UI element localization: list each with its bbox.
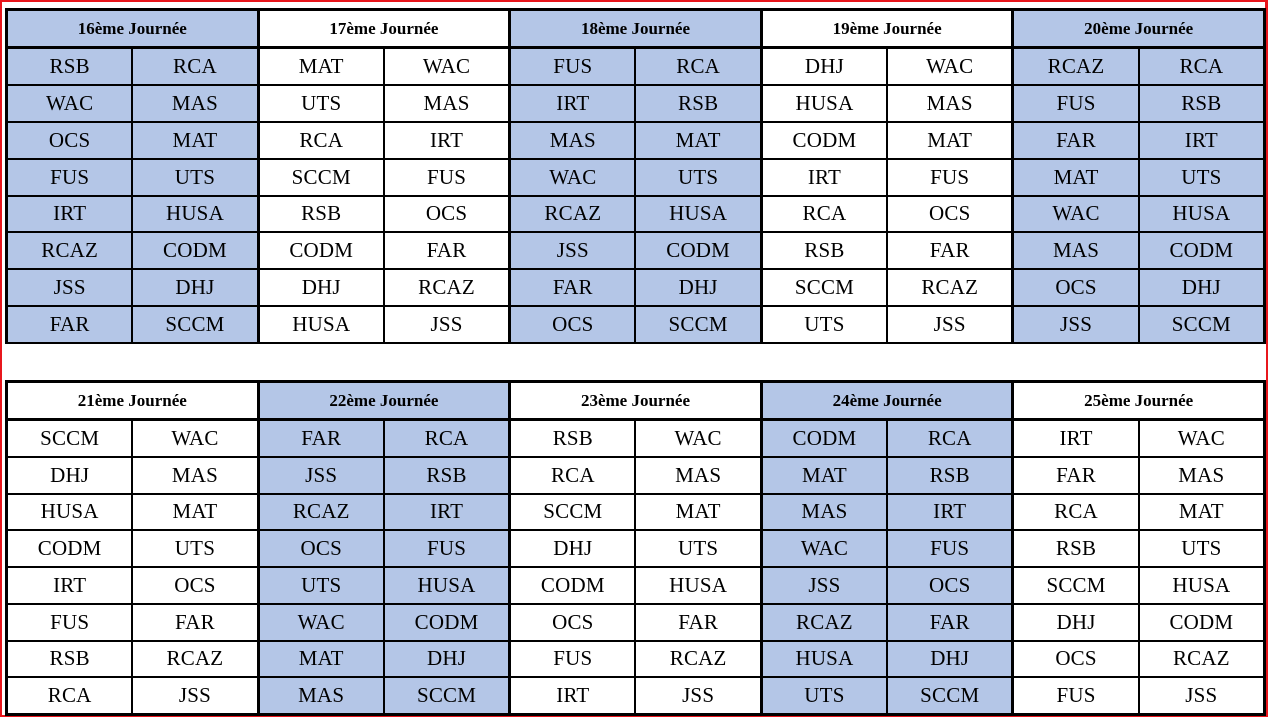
away-team: UTS: [1140, 531, 1263, 566]
journee-table: [1014, 11, 1263, 342]
away-team: JSS: [1140, 678, 1263, 713]
away-team: CODM: [133, 233, 256, 268]
journee-table: [260, 383, 509, 713]
away-team: CODM: [636, 233, 759, 268]
home-team: FAR: [1014, 458, 1137, 493]
away-team: JSS: [133, 678, 256, 713]
home-team: RCA: [260, 123, 383, 158]
away-team: FAR: [385, 233, 508, 268]
away-team: MAT: [133, 123, 256, 158]
home-team: SCCM: [763, 270, 886, 305]
away-team: HUSA: [636, 197, 759, 232]
away-team: DHJ: [636, 270, 759, 305]
away-team: SCCM: [888, 678, 1011, 713]
away-team: FUS: [385, 160, 508, 195]
home-team: HUSA: [763, 86, 886, 121]
home-team: IRT: [8, 197, 131, 232]
away-team: MAS: [1140, 458, 1263, 493]
journee-table: [511, 11, 760, 342]
home-team: RSB: [763, 233, 886, 268]
home-team: MAT: [763, 458, 886, 493]
home-team: JSS: [763, 568, 886, 603]
home-team: WAC: [1014, 197, 1137, 232]
home-team: MAS: [763, 495, 886, 530]
journee-title: 18ème Journée: [511, 11, 760, 47]
away-team: UTS: [636, 160, 759, 195]
away-team: SCCM: [636, 307, 759, 342]
away-team: MAT: [1140, 495, 1263, 530]
away-team: MAS: [636, 458, 759, 493]
away-team: RSB: [888, 458, 1011, 493]
away-team: RCAZ: [636, 642, 759, 677]
away-team: FAR: [888, 233, 1011, 268]
away-team: UTS: [1140, 160, 1263, 195]
away-team: MAT: [888, 123, 1011, 158]
away-team: FAR: [888, 605, 1011, 640]
away-team: OCS: [385, 197, 508, 232]
journee-table: [763, 11, 1012, 342]
away-team: WAC: [888, 49, 1011, 84]
away-team: IRT: [1140, 123, 1263, 158]
journee-title: 24ème Journée: [763, 383, 1012, 419]
away-team: FAR: [636, 605, 759, 640]
home-team: RSB: [260, 197, 383, 232]
away-team: FUS: [385, 531, 508, 566]
home-team: OCS: [511, 307, 634, 342]
away-team: RSB: [1140, 86, 1263, 121]
home-team: JSS: [260, 458, 383, 493]
home-team: OCS: [1014, 270, 1137, 305]
home-team: JSS: [1014, 307, 1137, 342]
away-team: CODM: [1140, 233, 1263, 268]
away-team: MAS: [133, 86, 256, 121]
home-team: RCAZ: [511, 197, 634, 232]
away-team: SCCM: [1140, 307, 1263, 342]
away-team: RCA: [133, 49, 256, 84]
home-team: HUSA: [763, 642, 886, 677]
home-team: WAC: [8, 86, 131, 121]
home-team: RCAZ: [763, 605, 886, 640]
away-team: RSB: [385, 458, 508, 493]
home-team: SCCM: [8, 421, 131, 456]
home-team: FUS: [511, 49, 634, 84]
home-team: RSB: [511, 421, 634, 456]
away-team: MAS: [133, 458, 256, 493]
home-team: FAR: [8, 307, 131, 342]
away-team: WAC: [133, 421, 256, 456]
away-team: IRT: [385, 495, 508, 530]
journee-title: 17ème Journée: [260, 11, 509, 47]
away-team: HUSA: [1140, 197, 1263, 232]
away-team: RCAZ: [888, 270, 1011, 305]
home-team: DHJ: [8, 458, 131, 493]
home-team: RSB: [8, 642, 131, 677]
home-team: JSS: [511, 233, 634, 268]
home-team: CODM: [511, 568, 634, 603]
home-team: WAC: [511, 160, 634, 195]
away-team: CODM: [385, 605, 508, 640]
home-team: IRT: [511, 86, 634, 121]
away-team: DHJ: [888, 642, 1011, 677]
away-team: MAS: [888, 86, 1011, 121]
home-team: RCAZ: [8, 233, 131, 268]
home-team: OCS: [511, 605, 634, 640]
away-team: IRT: [888, 495, 1011, 530]
home-team: UTS: [763, 678, 886, 713]
home-team: WAC: [260, 605, 383, 640]
home-team: DHJ: [1014, 605, 1137, 640]
away-team: RCAZ: [133, 642, 256, 677]
away-team: DHJ: [385, 642, 508, 677]
journee-title: 16ème Journée: [8, 11, 257, 47]
home-team: FAR: [1014, 123, 1137, 158]
home-team: FAR: [511, 270, 634, 305]
home-team: FUS: [8, 160, 131, 195]
away-team: IRT: [385, 123, 508, 158]
home-team: CODM: [763, 421, 886, 456]
fixtures-block-top: [5, 8, 1266, 345]
home-team: FUS: [1014, 678, 1137, 713]
away-team: RCA: [1140, 49, 1263, 84]
journee-table: [260, 11, 509, 342]
home-team: SCCM: [511, 495, 634, 530]
home-team: MAS: [1014, 233, 1137, 268]
home-team: DHJ: [260, 270, 383, 305]
home-team: IRT: [8, 568, 131, 603]
home-team: CODM: [260, 233, 383, 268]
home-team: HUSA: [260, 307, 383, 342]
home-team: MAS: [260, 678, 383, 713]
home-team: MAT: [260, 49, 383, 84]
home-team: SCCM: [1014, 568, 1137, 603]
home-team: IRT: [763, 160, 886, 195]
away-team: WAC: [1140, 421, 1263, 456]
home-team: RCAZ: [1014, 49, 1137, 84]
home-team: UTS: [260, 568, 383, 603]
away-team: FUS: [888, 160, 1011, 195]
away-team: JSS: [636, 678, 759, 713]
fixtures-block-bottom: [5, 380, 1266, 716]
away-team: WAC: [385, 49, 508, 84]
away-team: HUSA: [133, 197, 256, 232]
home-team: RSB: [1014, 531, 1137, 566]
block-separator: [5, 344, 1266, 380]
journee-title: 21ème Journée: [8, 383, 257, 419]
home-team: HUSA: [8, 495, 131, 530]
home-team: RCA: [763, 197, 886, 232]
away-team: RSB: [636, 86, 759, 121]
away-team: RCA: [888, 421, 1011, 456]
away-team: OCS: [888, 197, 1011, 232]
home-team: RCA: [511, 458, 634, 493]
journee-title: 20ème Journée: [1014, 11, 1263, 47]
home-team: UTS: [763, 307, 886, 342]
home-team: OCS: [1014, 642, 1137, 677]
away-team: DHJ: [1140, 270, 1263, 305]
home-team: JSS: [8, 270, 131, 305]
away-team: MAT: [636, 495, 759, 530]
away-team: RCA: [636, 49, 759, 84]
home-team: DHJ: [511, 531, 634, 566]
home-team: RCA: [8, 678, 131, 713]
away-team: SCCM: [133, 307, 256, 342]
away-team: RCA: [385, 421, 508, 456]
journee-title: 19ème Journée: [763, 11, 1012, 47]
home-team: IRT: [1014, 421, 1137, 456]
home-team: DHJ: [763, 49, 886, 84]
away-team: JSS: [385, 307, 508, 342]
away-team: JSS: [888, 307, 1011, 342]
journee-table: [763, 383, 1012, 713]
away-team: RCAZ: [1140, 642, 1263, 677]
away-team: HUSA: [636, 568, 759, 603]
home-team: CODM: [763, 123, 886, 158]
journee-table: [8, 383, 257, 713]
away-team: FAR: [133, 605, 256, 640]
journee-table: [511, 383, 760, 713]
away-team: UTS: [133, 160, 256, 195]
journee-title: 22ème Journée: [260, 383, 509, 419]
home-team: FUS: [511, 642, 634, 677]
home-team: MAS: [511, 123, 634, 158]
away-team: RCAZ: [385, 270, 508, 305]
away-team: MAS: [385, 86, 508, 121]
away-team: UTS: [636, 531, 759, 566]
away-team: CODM: [1140, 605, 1263, 640]
away-team: FUS: [888, 531, 1011, 566]
away-team: HUSA: [1140, 568, 1263, 603]
home-team: OCS: [260, 531, 383, 566]
away-team: UTS: [133, 531, 256, 566]
home-team: RCA: [1014, 495, 1137, 530]
journee-title: 25ème Journée: [1014, 383, 1263, 419]
home-team: FUS: [8, 605, 131, 640]
away-team: SCCM: [385, 678, 508, 713]
home-team: OCS: [8, 123, 131, 158]
journee-title: 23ème Journée: [511, 383, 760, 419]
away-team: MAT: [133, 495, 256, 530]
away-team: DHJ: [133, 270, 256, 305]
away-team: HUSA: [385, 568, 508, 603]
home-team: FAR: [260, 421, 383, 456]
home-team: SCCM: [260, 160, 383, 195]
home-team: RSB: [8, 49, 131, 84]
home-team: RCAZ: [260, 495, 383, 530]
home-team: MAT: [1014, 160, 1137, 195]
away-team: OCS: [133, 568, 256, 603]
home-team: FUS: [1014, 86, 1137, 121]
journee-table: [8, 11, 257, 342]
journee-table: [1014, 383, 1263, 713]
home-team: WAC: [763, 531, 886, 566]
away-team: WAC: [636, 421, 759, 456]
away-team: MAT: [636, 123, 759, 158]
home-team: IRT: [511, 678, 634, 713]
away-team: OCS: [888, 568, 1011, 603]
home-team: MAT: [260, 642, 383, 677]
home-team: UTS: [260, 86, 383, 121]
home-team: CODM: [8, 531, 131, 566]
